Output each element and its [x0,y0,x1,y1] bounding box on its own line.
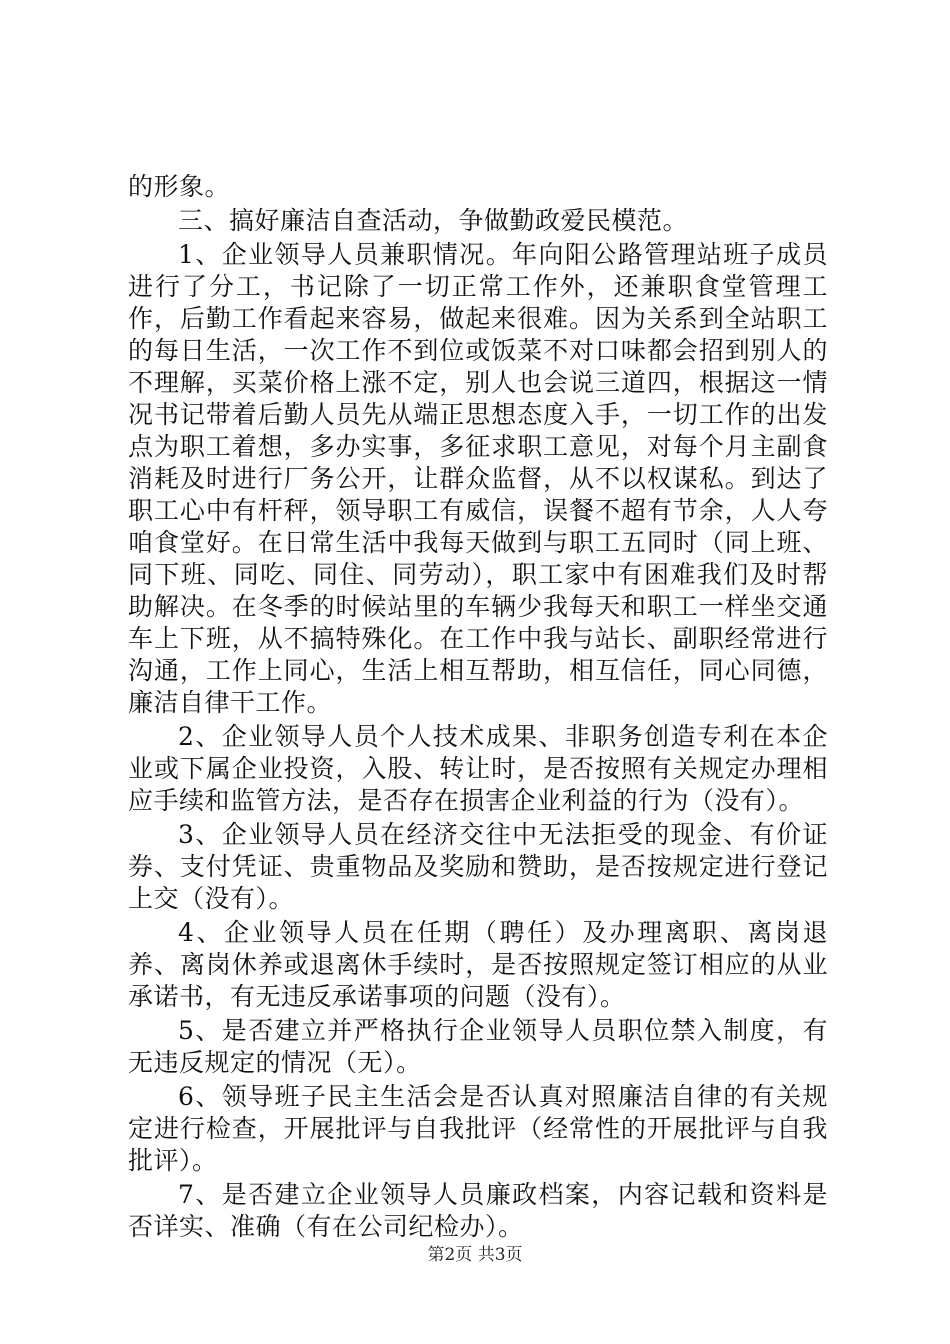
paragraph-item-5: 5、是否建立并严格执行企业领导人员职位禁入制度，有无违反规定的情况（无）。 [128,1016,828,1077]
paragraph-item-3: 3、企业领导人员在经济交往中无法拒受的现金、有价证券、支付凭证、贵重物品及奖励和赞助，是否按规定进行登记上交（没有）。 [128,820,828,913]
paragraph-item-1: 1、企业领导人员兼职情况。年向阳公路管理站班子成员进行了分工，书记除了一切正常工作外，还兼职食堂管理工作，后勤工作看起来容易，做起来很难。因为关系到全站职工的每日生活，一次工作不到位或饭菜不对口味都会招到别人的不理解，买菜价格上涨不定，别人也会说三道四，根据这一情况书记带着后勤人员先从端正思想态度入手，一切工作的出发点为职工着想，多办实事，多征求职工意见，对每个月主副食消耗及时进行厂务公开，让群众监督，从不以权谋私。到达了职工心中有杆秤，领导职工有威信，误餐不超有节余，人人夸咱食堂好。在日常生活中我每天做到与职工五同时（同上班、同下班、同吃、同住、同劳动），职工家中有困难我们及时帮助解决。在冬季的时候站里的车辆少我每天和职工一样坐交通车上下班，从不搞特殊化。在工作中我与站长、副职经常进行沟通，工作上同心，生活上相互帮助，相互信任，同心同德，廉洁自律干工作。 [128,240,828,717]
paragraph-item-4: 4、企业领导人员在任期（聘任）及办理离职、离岗退养、离岗休养或退离休手续时，是否按照规定签订相应的从业承诺书，有无违反承诺事项的问题（没有）。 [128,918,828,1011]
paragraph-item-2: 2、企业领导人员个人技术成果、非职务创造专利在本企业或下属企业投资，入股、转让时，是否按照有关规定办理相应手续和监管方法，是否存在损害企业利益的行为（没有）。 [128,722,828,815]
page-number-footer: 第2页 共3页 [427,1245,523,1265]
paragraph-item-6: 6、领导班子民主生活会是否认真对照廉洁自律的有关规定进行检查，开展批评与自我批评（经常性的开展批评与自我批评）。 [128,1082,828,1175]
document-body [128,171,828,1245]
paragraph-continuation: 的形象。 [128,172,231,201]
section-heading: 三、搞好廉洁自查活动，争做勤政爱民模范。 [178,206,689,235]
paragraph-item-7: 7、是否建立企业领导人员廉政档案，内容记载和资料是否详实、准确（有在公司纪检办）。 [128,1180,828,1241]
